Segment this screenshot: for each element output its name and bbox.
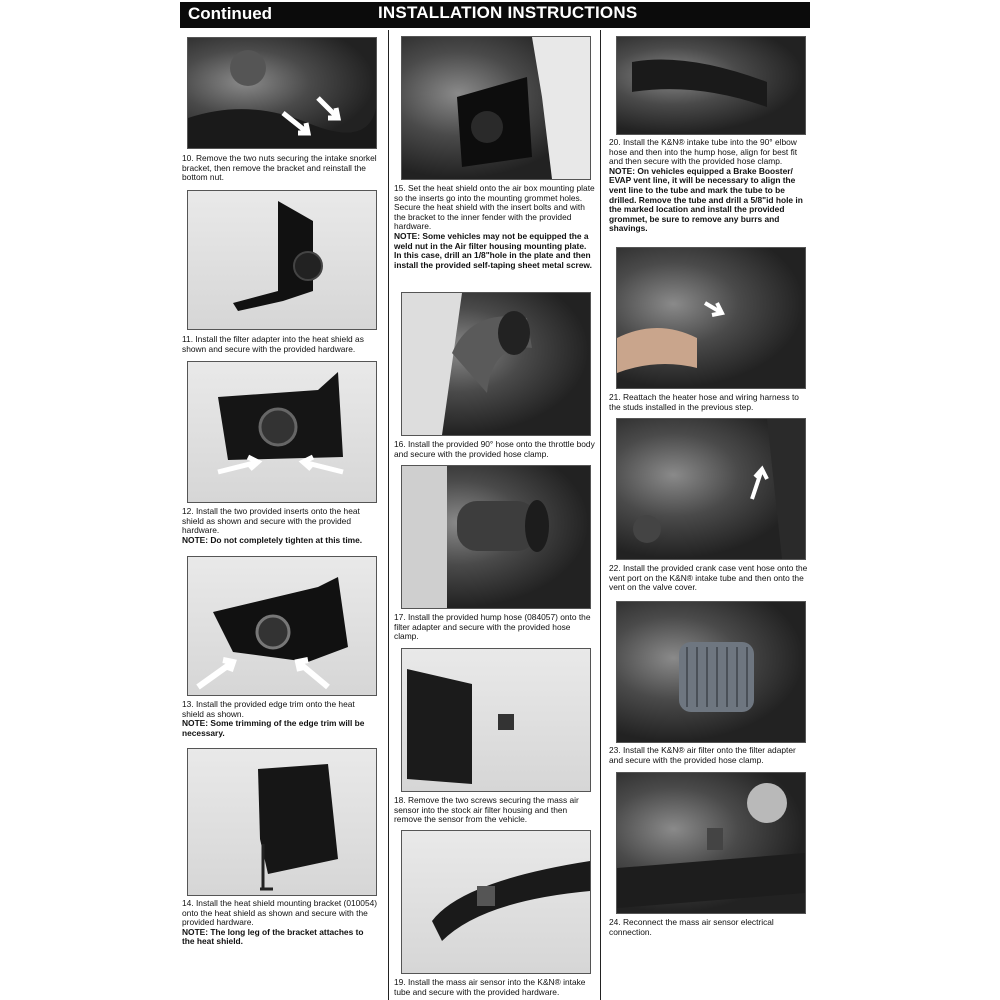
- step-13-photo: [187, 556, 377, 696]
- step-16-photo: [401, 292, 591, 436]
- step-19-photo: [401, 830, 591, 974]
- step-10-caption: 10. Remove the two nuts securing the intake snorkel bracket, then remove the bracket and reinstall the bottom nut.: [182, 153, 377, 183]
- step-21-caption: 21. Reattach the heater hose and wiring harness to the studs installed in the previous step.: [609, 392, 799, 412]
- step-23-caption: 23. Install the K&N® air filter onto the filter adapter and secure with the provided hose clamp.: [609, 745, 796, 765]
- step-23-photo: [616, 601, 806, 743]
- step-21-photo: [616, 247, 806, 389]
- step-22-photo: [616, 418, 806, 560]
- step-18-photo: [401, 648, 591, 792]
- step-24-caption: 24. Reconnect the mass air sensor electrical connection.: [609, 917, 774, 937]
- step-15-caption: 15. Set the heat shield onto the air box mounting plate so the inserts go into the mounting grommet holes. Secure the heat shield with the insert bolts and with the bracket to the inner fender with the provided hardware. NOTE: Some vehicles may not be equipped the a weld nut in the Air filter housing mounting plate. In this case, drill an 1/8"hole in the plate and then install the provided self-taping sheet metal screw.: [394, 183, 595, 270]
- step-12-photo: [187, 361, 377, 503]
- page-title: INSTALLATION INSTRUCTIONS: [378, 3, 638, 22]
- step-22-caption: 22. Install the provided crank case vent hose onto the vent port on the K&N® intake tube and then onto the vent on the valve cover.: [609, 563, 808, 593]
- step-12-caption: 12. Install the two provided inserts onto the heat shield as shown and secure with the provided hardware. NOTE: Do not completely tighten at this time.: [182, 506, 363, 545]
- step-20-photo: [616, 36, 806, 135]
- step-11-caption: 11. Install the filter adapter into the heat shield as shown and secure with the provided hardware.: [182, 334, 364, 354]
- column-divider: [388, 30, 389, 1000]
- column-divider: [600, 30, 601, 1000]
- continued-label: Continued: [188, 4, 273, 23]
- step-24-photo: [616, 772, 806, 914]
- step-18-caption: 18. Remove the two screws securing the mass air sensor into the stock air filter housing and then remove the sensor from the vehicle.: [394, 795, 579, 825]
- step-15-photo: [401, 36, 591, 180]
- step-16-caption: 16. Install the provided 90° hose onto the throttle body and secure with the provided hose clamp.: [394, 439, 595, 459]
- step-17-photo: [401, 465, 591, 609]
- step-19-caption: 19. Install the mass air sensor into the K&N® intake tube and secure with the provided hardware.: [394, 977, 586, 997]
- step-14-photo: [187, 748, 377, 896]
- step-10-photo: [187, 37, 377, 149]
- step-13-caption: 13. Install the provided edge trim onto the heat shield as shown. NOTE: Some trimming of the edge trim will be necessary.: [182, 699, 365, 738]
- step-17-caption: 17. Install the provided hump hose (084057) onto the filter adapter and secure with the provided hose clamp.: [394, 612, 591, 642]
- step-11-photo: [187, 190, 377, 330]
- step-20-caption: 20. Install the K&N® intake tube into the 90° elbow hose and then into the hump hose, align for best fit and then secure with the provided hose clamp. NOTE: On vehicles equipped a Brake Booster/ EVAP vent line, it will be necessary to align the vent line to the tube and mark the tube to be drilled. Remove the tube and drill a 5/8"id hole in the marked location and install the provided grommet, be sure to remove any burrs and shavings.: [609, 137, 803, 234]
- step-14-caption: 14. Install the heat shield mounting bracket (010054) onto the heat shield as shown and secure with the provided hardware. NOTE: The long leg of the bracket attaches to the heat shield.: [182, 898, 378, 947]
- header-bar: [180, 2, 810, 28]
